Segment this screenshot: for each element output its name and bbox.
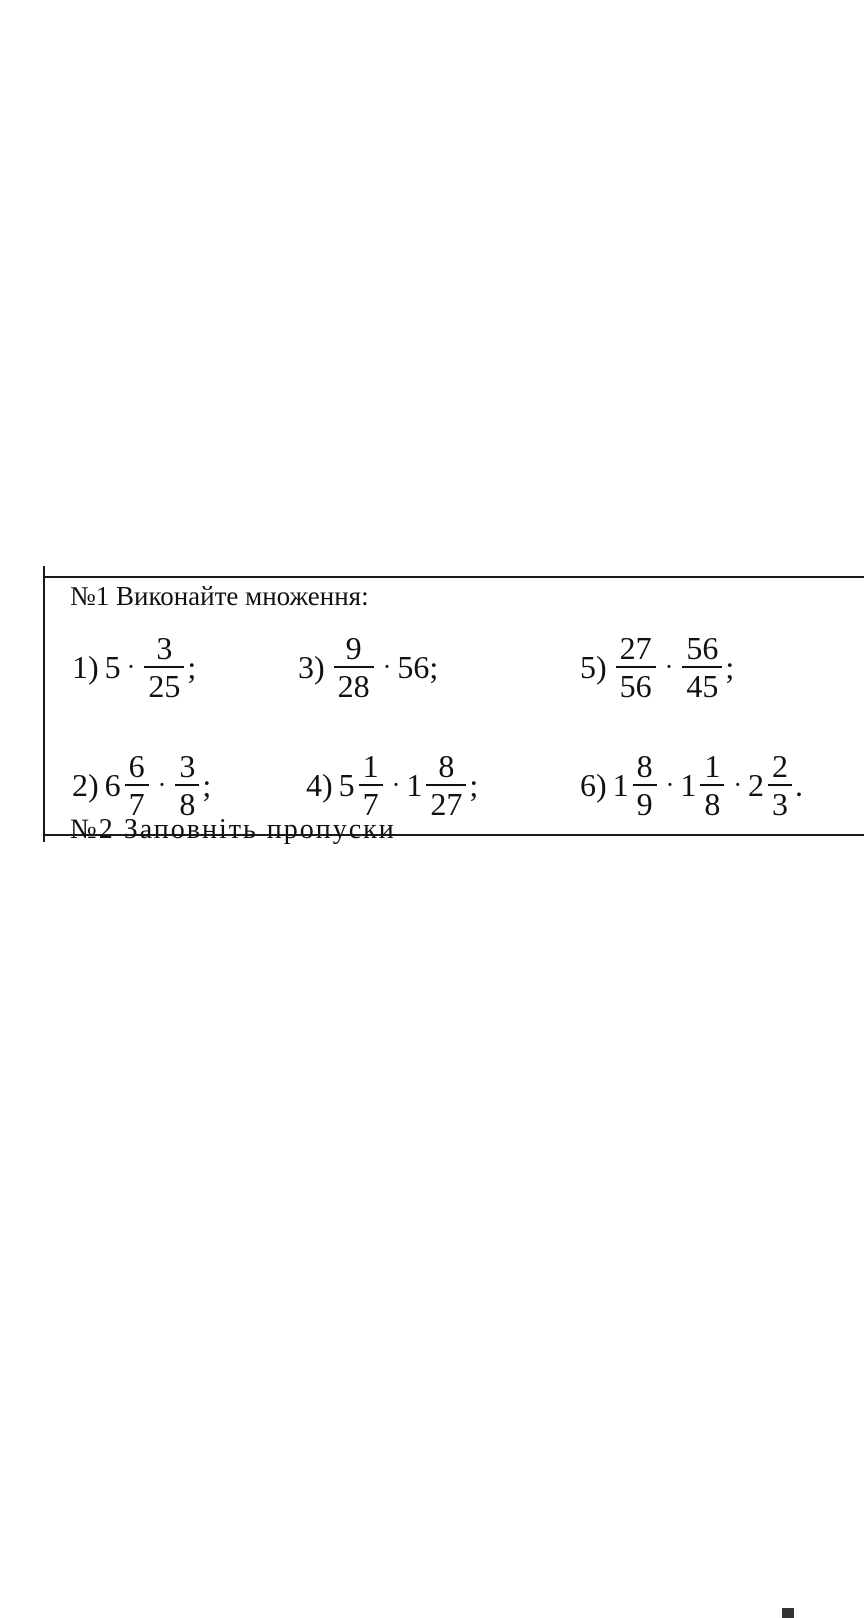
whole-number: 1 <box>612 766 629 803</box>
fraction <box>633 748 657 822</box>
multiply-sign: · <box>382 652 392 681</box>
denominator: 3 <box>772 786 788 822</box>
whole-number: 5 <box>338 766 355 803</box>
problem-label: 1) <box>72 648 99 685</box>
terminator: ; <box>202 766 212 803</box>
fraction <box>144 630 184 704</box>
whole-number: 2 <box>748 766 764 803</box>
terminator: ; <box>725 648 735 685</box>
problem-5 <box>580 630 734 704</box>
numerator: 56 <box>686 630 719 666</box>
problem-4 <box>306 748 478 822</box>
multiply-sign: · <box>665 770 675 799</box>
denominator: 28 <box>337 668 370 704</box>
numerator: 9 <box>345 630 362 666</box>
terminator: ; <box>187 648 197 685</box>
numerator: 8 <box>438 748 455 784</box>
fraction <box>175 748 199 822</box>
problem-6 <box>580 748 803 822</box>
numerator: 2 <box>772 748 788 784</box>
fraction <box>334 630 374 704</box>
terminator: . <box>795 766 803 803</box>
fraction <box>616 630 656 704</box>
denominator: 9 <box>636 786 653 822</box>
multiply-sign: · <box>391 770 401 799</box>
fraction <box>768 748 792 822</box>
numerator: 27 <box>619 630 652 666</box>
whole-number: 5 <box>104 648 121 685</box>
denominator: 8 <box>704 786 721 822</box>
problem-3 <box>298 630 438 704</box>
whole-number: 1 <box>680 766 697 803</box>
table-left-border <box>43 566 45 842</box>
denominator: 8 <box>179 786 196 822</box>
denominator: 56 <box>619 668 652 704</box>
whole-number: 6 <box>104 766 121 803</box>
multiply-sign: · <box>664 652 674 681</box>
multiply-sign: · <box>733 770 742 799</box>
fraction <box>125 748 149 822</box>
cut-off-next-task <box>70 814 864 846</box>
problem-1 <box>72 630 196 704</box>
problem-label: 3) <box>298 648 325 685</box>
terminator: ; <box>469 766 479 803</box>
multiply-sign: · <box>157 770 167 799</box>
fraction <box>359 748 383 822</box>
fraction <box>426 748 466 822</box>
task-title: №1 Виконайте множення: <box>70 581 369 611</box>
whole-number: 1 <box>406 766 423 803</box>
denominator: 27 <box>430 786 463 822</box>
problem-label: 6) <box>580 766 607 803</box>
denominator: 25 <box>148 668 181 704</box>
fraction <box>682 630 722 704</box>
numerator: 3 <box>179 748 196 784</box>
problem-2 <box>72 748 211 822</box>
numerator: 6 <box>128 748 145 784</box>
problem-label: 4) <box>306 766 333 803</box>
denominator: 7 <box>362 786 379 822</box>
numerator: 1 <box>362 748 379 784</box>
cut-off-text: №2 Заповніть пропуски <box>70 814 396 845</box>
numerator: 1 <box>704 748 721 784</box>
numerator: 8 <box>636 748 653 784</box>
table-top-border <box>43 576 864 578</box>
multiply-sign: · <box>126 652 136 681</box>
problem-label: 2) <box>72 766 99 803</box>
whole-number: 56 <box>397 648 430 685</box>
numerator: 3 <box>156 630 173 666</box>
terminator: ; <box>429 648 439 685</box>
fraction <box>700 748 724 822</box>
denominator: 7 <box>128 786 145 822</box>
problem-label: 5) <box>580 648 607 685</box>
denominator: 45 <box>686 668 719 704</box>
partial-glyph-fragment <box>782 1608 794 1618</box>
